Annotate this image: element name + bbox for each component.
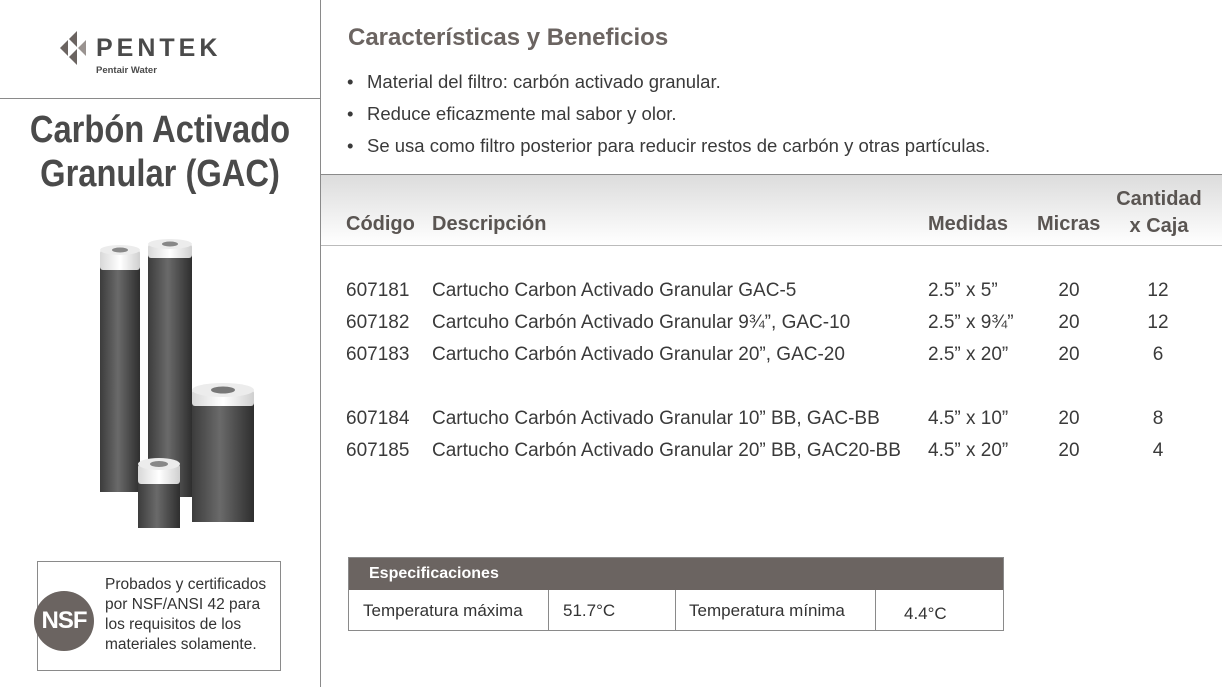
spec-min-temp-label: Temperatura mínima	[689, 601, 845, 620]
pentek-logo	[56, 30, 266, 80]
header-micron: Micras	[1037, 213, 1101, 235]
certification-text	[105, 575, 275, 655]
specifications-header	[349, 558, 1003, 590]
certification-line: los requisitos de los	[105, 616, 242, 633]
header-quantity	[1110, 186, 1208, 240]
cell-quantity: 4	[1152, 440, 1164, 461]
cell-code: 607182	[346, 312, 410, 333]
table-row	[0, 280, 1222, 312]
divider	[0, 98, 320, 99]
feature-text: Se usa como filtro posterior para reducir restos de carbón y otras partículas.	[367, 135, 991, 156]
feature-text: Material del filtro: carbón activado granular.	[367, 71, 721, 92]
cell-code: 607183	[346, 344, 410, 365]
features-title: Características y Beneficios	[348, 24, 669, 51]
spec-max-temp-value-cell	[549, 590, 676, 630]
spec-max-temp-value: 51.7°C	[563, 601, 616, 620]
header-quantity-line1: Cantidad	[1116, 188, 1202, 210]
features-list	[347, 66, 990, 162]
specifications-table	[348, 557, 1004, 631]
table-row	[0, 344, 1222, 376]
cell-description: Cartucho Carbón Activado Granular 20”, GAC-20	[432, 344, 845, 365]
product-title	[22, 108, 297, 196]
product-title-line1: Carbón Activado	[29, 109, 291, 151]
cell-quantity: 12	[1147, 280, 1169, 301]
header-dimensions: Medidas	[928, 213, 1009, 235]
product-title-line2: Granular (GAC)	[40, 153, 280, 195]
bullet-icon: •	[347, 71, 354, 92]
certification-line: Probados y certificados	[105, 576, 267, 593]
table-row	[0, 408, 1222, 440]
feature-item	[347, 98, 990, 130]
cell-micron: 20	[1058, 312, 1080, 333]
cell-description: Cartucho Carbón Activado Granular 10” BB, GAC-BB	[432, 408, 880, 429]
cell-code: 607185	[346, 440, 410, 461]
cell-micron: 20	[1058, 440, 1080, 461]
filter-cartridges-image	[90, 232, 270, 542]
cell-dimensions: 4.5” x 20”	[928, 440, 1009, 461]
spec-min-temp-value-cell	[876, 590, 1003, 630]
feature-text: Reduce eficazmente mal sabor y olor.	[367, 103, 677, 124]
header-quantity-line2: x Caja	[1129, 215, 1189, 237]
cell-quantity: 8	[1152, 408, 1164, 429]
nsf-badge-icon: NSF	[34, 591, 94, 651]
specifications-title: Especificaciones	[369, 565, 499, 582]
spec-max-temp-label-cell	[349, 590, 549, 630]
bullet-icon: •	[347, 135, 354, 156]
cell-dimensions: 2.5” x 9¾”	[928, 312, 1014, 333]
cell-quantity: 6	[1152, 344, 1164, 365]
certification-line: materiales solamente.	[105, 636, 257, 653]
cell-description: Cartcuho Carbón Activado Granular 9¾”, GAC-10	[432, 312, 851, 333]
pentek-logo-mark-icon	[56, 30, 92, 66]
bullet-icon: •	[347, 103, 354, 124]
certification-line: por NSF/ANSI 42 para	[105, 596, 261, 613]
spec-min-temp-label-cell	[676, 590, 876, 630]
feature-item	[347, 130, 990, 162]
cell-description: Cartucho Carbon Activado Granular GAC-5	[432, 280, 797, 301]
header-code: Código	[346, 213, 415, 235]
cell-dimensions: 2.5” x 5”	[928, 280, 998, 301]
cell-micron: 20	[1058, 344, 1080, 365]
header-description: Descripción	[432, 213, 547, 235]
cell-micron: 20	[1058, 408, 1080, 429]
brand-name: PENTEK	[96, 34, 222, 62]
cell-micron: 20	[1058, 280, 1080, 301]
table-row	[0, 440, 1222, 472]
cell-description: Cartucho Carbón Activado Granular 20” BB, GAC20-BB	[432, 440, 901, 461]
cell-dimensions: 2.5” x 20”	[928, 344, 1009, 365]
cell-dimensions: 4.5” x 10”	[928, 408, 1009, 429]
cell-code: 607181	[346, 280, 410, 301]
spec-min-temp-value: 4.4°C	[904, 604, 947, 623]
feature-item	[347, 66, 990, 98]
spec-max-temp-label: Temperatura máxima	[363, 601, 523, 620]
brand-subtitle: Pentair Water	[96, 65, 157, 76]
cell-quantity: 12	[1147, 312, 1169, 333]
table-row	[0, 312, 1222, 344]
cell-code: 607184	[346, 408, 410, 429]
